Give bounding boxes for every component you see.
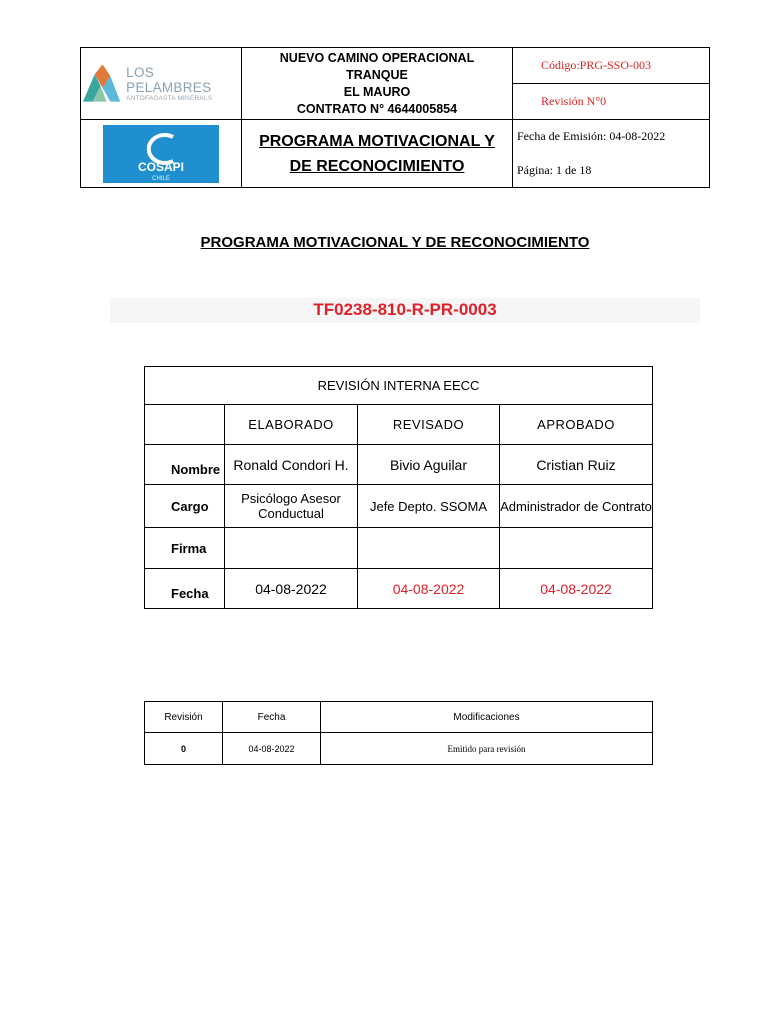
fecha-revisado: 04-08-2022 [358, 569, 500, 609]
firma-elaborado [225, 528, 358, 569]
firma-revisado [358, 528, 500, 569]
history-revision-value: 0 [145, 733, 223, 765]
antofagasta-minerals-subtitle: ANTOFAGASTA MINERALS [126, 95, 213, 102]
nombre-revisado: Bivio Aguilar [358, 445, 500, 485]
row-label-fecha: Fecha [145, 569, 225, 609]
program-title-line-1: PROGRAMA MOTIVACIONAL Y [259, 132, 495, 150]
internal-review-table [144, 366, 653, 609]
table-row [145, 733, 653, 765]
history-modificaciones-value: Emitido para revisión [321, 733, 653, 765]
los-pelambres-logo-cell [81, 48, 242, 120]
emission-date: Fecha de Emisión: 04-08-2022 [517, 129, 666, 144]
cosapi-country: CHILE [152, 175, 170, 182]
revision-history-table [144, 701, 653, 765]
column-elaborado: ELABORADO [225, 405, 358, 445]
review-table-title: REVISIÓN INTERNA EECC [145, 367, 653, 405]
row-label-cargo: Cargo [145, 485, 225, 528]
empty-header-cell [145, 405, 225, 445]
document-code-label: Código:PRG-SSO-003 [513, 48, 709, 84]
program-title-cell [242, 120, 513, 188]
history-fecha-value: 04-08-2022 [223, 733, 321, 765]
cargo-aprobado: Administrador de Contrato [500, 485, 653, 528]
fecha-aprobado: 04-08-2022 [500, 569, 653, 609]
project-line-1: NUEVO CAMINO OPERACIONAL [279, 50, 475, 65]
nombre-elaborado: Ronald Condori H. [225, 445, 358, 485]
document-header [80, 47, 710, 188]
contract-number: CONTRATO N° 4644005854 [296, 101, 458, 116]
los-pelambres-logo [81, 48, 241, 119]
document-title: PROGRAMA MOTIVACIONAL Y DE RECONOCIMIENTO [200, 234, 590, 251]
project-info-cell [242, 48, 513, 120]
history-header-fecha: Fecha [223, 702, 321, 733]
page-number: Página: 1 de 18 [517, 162, 592, 177]
cosapi-logo-cell [81, 120, 242, 188]
los-pelambres-mountain-icon [81, 62, 122, 106]
revision-label: Revisión N°0 [541, 94, 607, 108]
emission-page-cell [513, 120, 710, 188]
row-label-nombre: Nombre [145, 445, 225, 485]
column-revisado: REVISADO [358, 405, 500, 445]
history-header-modificaciones: Modificaciones [321, 702, 653, 733]
document-code: TF0238-810-R-PR-0003 [313, 300, 497, 319]
project-line-3: EL MAURO [343, 84, 411, 99]
row-label-firma: Firma [145, 528, 225, 569]
program-title-line-2: DE RECONOCIMIENTO [289, 157, 465, 175]
los-pelambres-name: LOS PELAMBRES [126, 65, 212, 95]
cosapi-ring-icon [103, 125, 219, 183]
nombre-aprobado: Cristian Ruiz [500, 445, 653, 485]
cargo-revisado: Jefe Depto. SSOMA [358, 485, 500, 528]
history-header-revision: Revisión [145, 702, 223, 733]
firma-aprobado [500, 528, 653, 569]
fecha-elaborado: 04-08-2022 [225, 569, 358, 609]
column-aprobado: APROBADO [500, 405, 653, 445]
code-revision-cell [513, 48, 710, 120]
cargo-elaborado: Psicólogo Asesor Conductual [225, 485, 358, 528]
cosapi-name: COSAPI [137, 159, 185, 174]
project-line-2: TRANQUE [346, 67, 408, 82]
cosapi-logo [103, 125, 219, 183]
